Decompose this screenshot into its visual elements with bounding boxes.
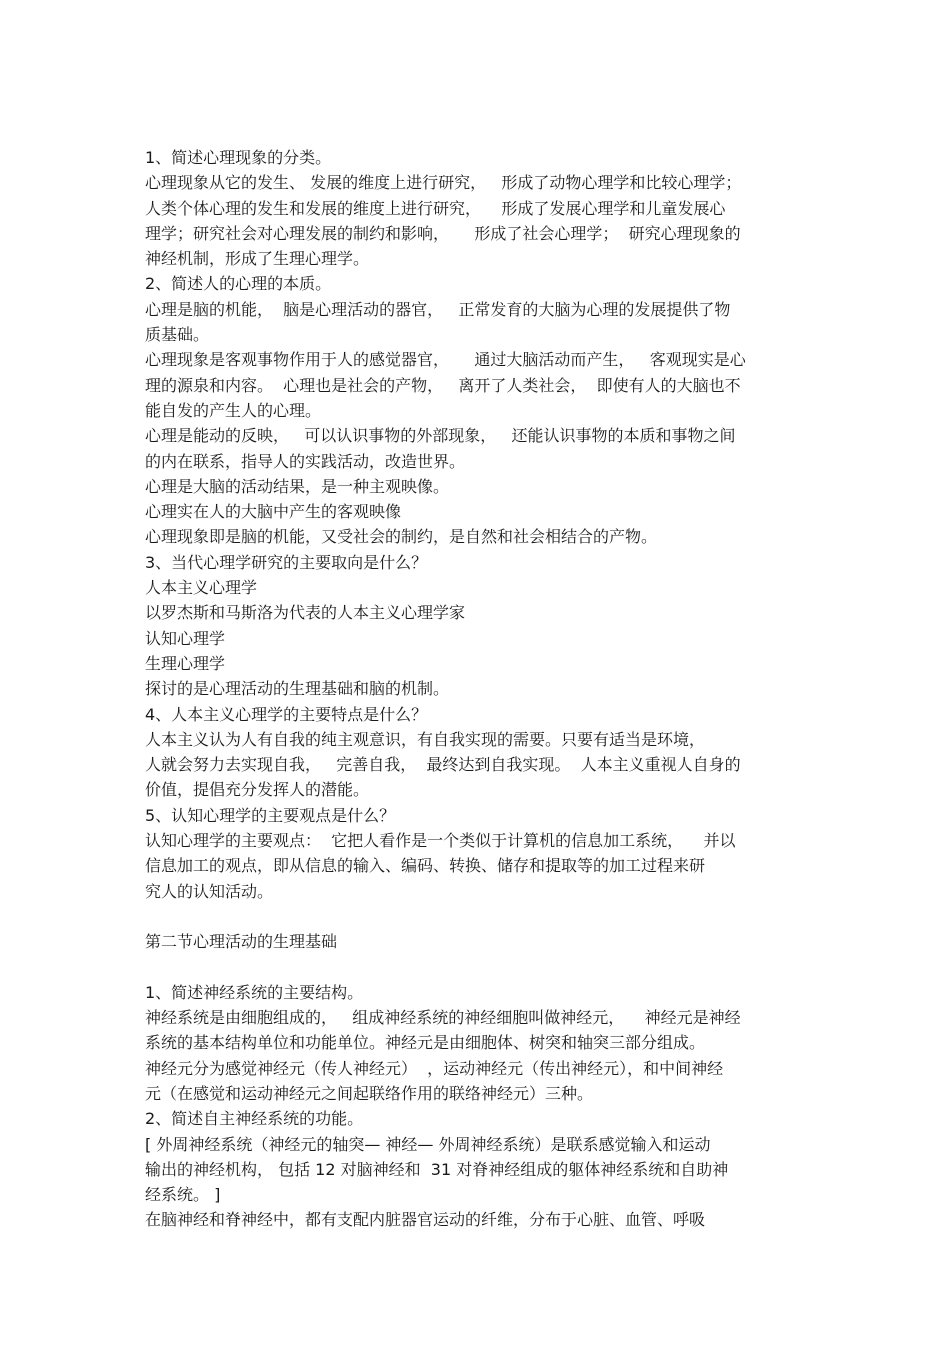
text-line: 3、当代心理学研究的主要取向是什么？ [145, 552, 428, 572]
text-line: 第二节心理活动的生理基础 [145, 932, 338, 952]
text-line: 以罗杰斯和马斯洛为代表的人本主义心理学家 [145, 603, 466, 623]
text-line: 人本主义认为人有自我的纯主观意识，有自我实现的需要。只要有适当是环境， [145, 729, 706, 749]
text-line: 5、认知心理学的主要观点是什么？ [145, 805, 396, 825]
text-line: 心理实在人的大脑中产生的客观映像 [145, 502, 402, 522]
text-line: [ 外周神经系统（神经元的轴突— 神经— 外周神经系统）是联系感觉输入和运动 [145, 1134, 711, 1154]
text-line: 4、人本主义心理学的主要特点是什么？ [145, 704, 428, 724]
text-line: 神经系统是由细胞组成的， 组成神经系统的神经细胞叫做神经元， 神经元是神经 [145, 1008, 741, 1028]
text-line: 心理现象是客观事物作用于人的感觉器官， 通过大脑活动而产生， 客观现实是心 [145, 350, 746, 370]
text-line: 1、简述神经系统的主要结构。 [145, 982, 364, 1002]
text-line: 系统的基本结构单位和功能单位。神经元是由细胞体、树突和轴突三部分组成。 [145, 1033, 706, 1053]
text-line: 究人的认知活动。 [145, 881, 274, 901]
text-line: 人类个体心理的发生和发展的维度上进行研究， 形成了发展心理学和儿童发展心 [145, 198, 726, 218]
text-line: 能自发的产生人的心理。 [145, 400, 322, 420]
text-line: 在脑神经和脊神经中，都有支配内脏器官运动的纤维，分布于心脏、血管、呼吸 [145, 1210, 706, 1230]
text-line: 元（在感觉和运动神经元之间起联络作用的联络神经元）三种。 [145, 1083, 594, 1103]
text-line: 探讨的是心理活动的生理基础和脑的机制。 [145, 679, 450, 699]
text-line: 质基础。 [145, 325, 210, 345]
text-line: 理学；研究社会对心理发展的制约和影响， 形成了社会心理学； 研究心理现象的 [145, 223, 741, 243]
text-line: 人本主义心理学 [145, 578, 258, 598]
blank-line [145, 904, 815, 929]
text-line: 认知心理学的主要观点： 它把人看作是一个类似于计算机的信息加工系统， 并以 [145, 831, 736, 851]
text-line: 2、简述自主神经系统的功能。 [145, 1109, 364, 1129]
text-line: 心理现象从它的发生、 发展的维度上进行研究， 形成了动物心理学和比较心理学； [145, 173, 742, 193]
text-line: 生理心理学 [145, 653, 226, 673]
text-line: 心理是脑的机能， 脑是心理活动的器官， 正常发育的大脑为心理的发展提供了物 [145, 299, 731, 319]
blank-line [145, 955, 815, 980]
text-line: 神经机制，形成了生理心理学。 [145, 249, 370, 269]
text-line: 的内在联系，指导人的实践活动，改造世界。 [145, 451, 466, 471]
text-line: 心理现象即是脑的机能，又受社会的制约，是自然和社会相结合的产物。 [145, 527, 658, 547]
text-line: 1、简述心理现象的分类。 [145, 148, 332, 167]
text-line: 心理是能动的反映， 可以认识事物的外部现象， 还能认识事物的本质和事物之间 [145, 426, 736, 446]
text-line: 心理是大脑的活动结果，是一种主观映像。 [145, 476, 450, 496]
text-line: 人就会努力去实现自我， 完善自我， 最终达到自我实现。 人本主义重视人自身的 [145, 755, 741, 775]
text-line: 输出的神经机构， 包括 12 对脑神经和 31 对脊神经组成的躯体神经系统和自助神 [145, 1159, 729, 1179]
text-line: 经系统。 ] [145, 1185, 221, 1205]
text-line: 认知心理学 [145, 628, 226, 648]
text-line: 2、简述人的心理的本质。 [145, 274, 332, 294]
text-line: 价值，提倡充分发挥人的潜能。 [145, 780, 370, 800]
text-line: 信息加工的观点，即从信息的输入、编码、转换、储存和提取等的加工过程来研 [145, 856, 706, 876]
document-body [145, 145, 815, 1233]
text-line: 神经元分为感觉神经元（传人神经元） ，运动神经元（传出神经元），和中间神经 [145, 1058, 724, 1078]
text-line: 理的源泉和内容。 心理也是社会的产物， 离开了人类社会， 即使有人的大脑也不 [145, 375, 741, 395]
